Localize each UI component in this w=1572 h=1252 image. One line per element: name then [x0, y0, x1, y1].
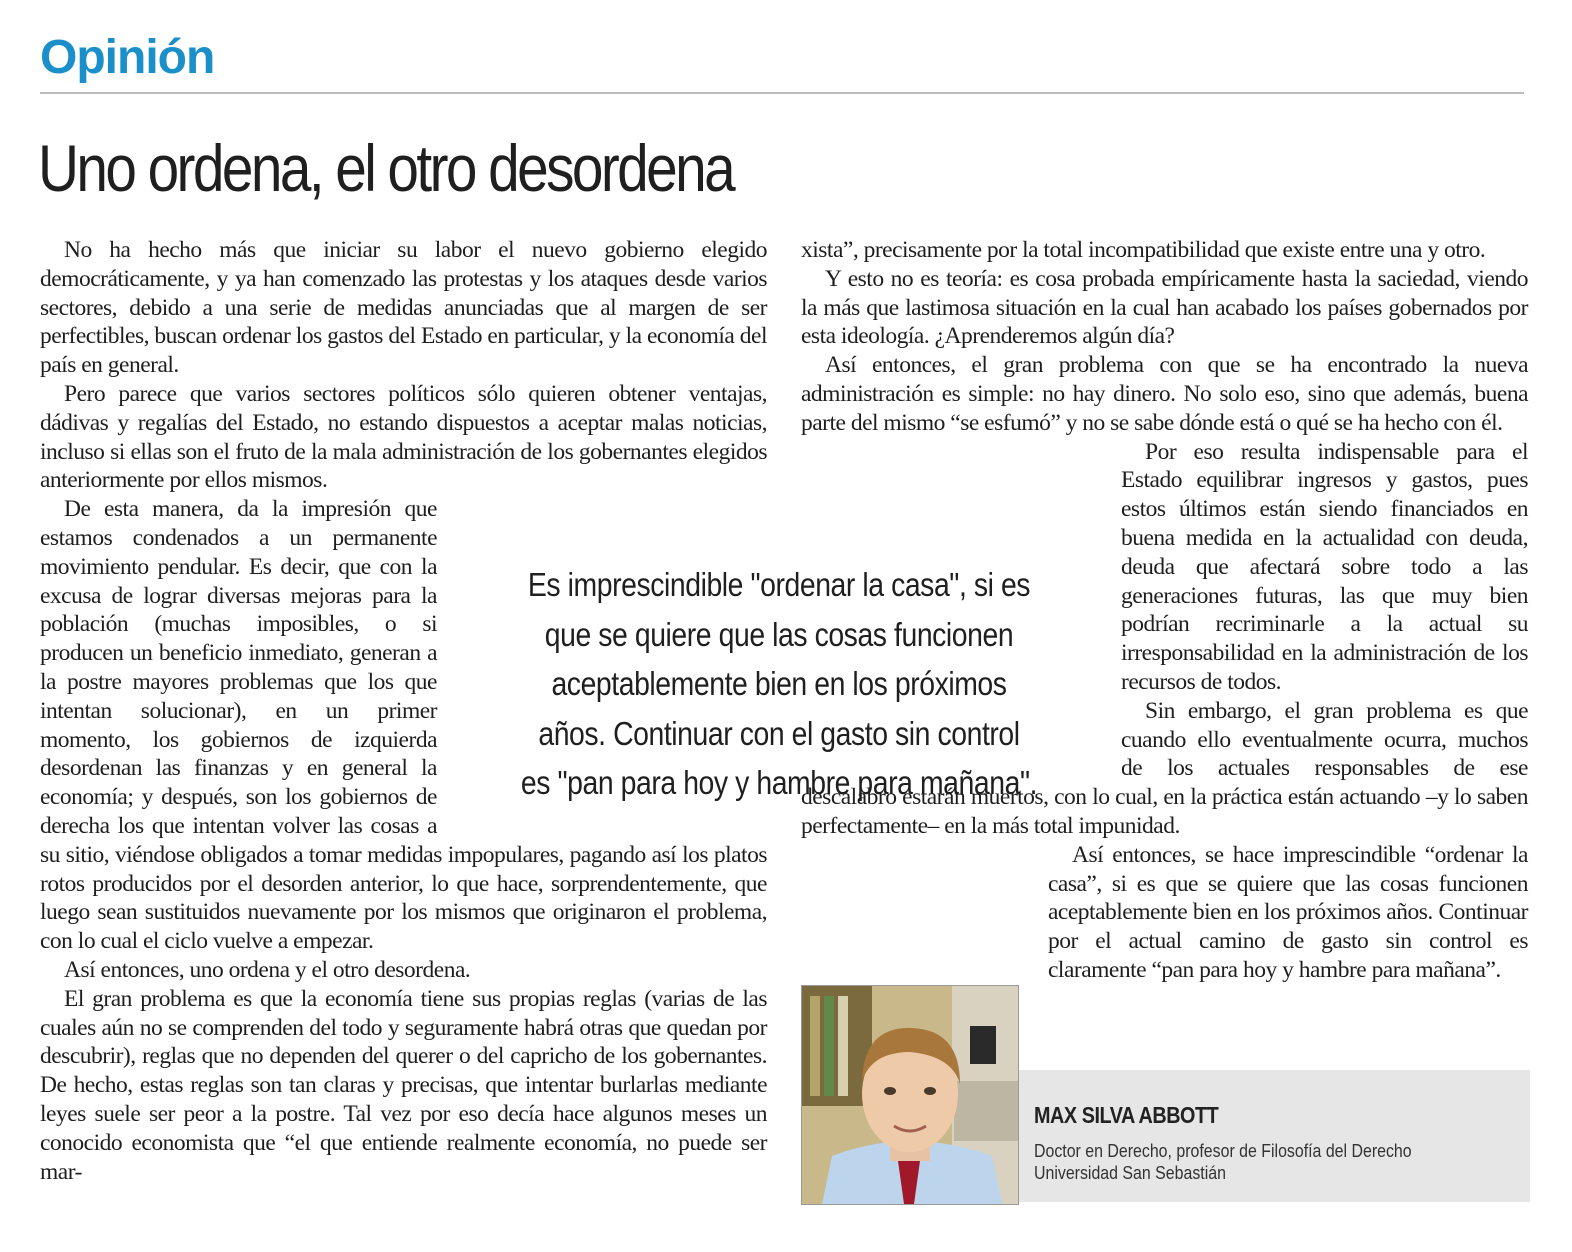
paragraph: Así entonces, el gran problema con que se ha encontrado la nueva administración es simple: no hay dinero. No solo eso, sino que además, buena parte del mismo “se esfumó” y no se sabe dónde está o qué se ha hecho con él.: [801, 352, 1528, 436]
author-portrait-image: [802, 986, 1018, 1204]
paragraph: Así entonces, uno ordena y el otro desordena.: [64, 956, 471, 983]
paragraph: De esta manera, da la impresión que estamos condenados a un permanente movimiento pendular. Es decir, que con la excusa de lograr diversas mejoras para la población (muchas imposibles, o si producen un beneficio inmediato, generan a la postre mayores problemas que los que intentan solucionar), en un primer momento, los gobiernos de izquierda desordenan las finanzas y en general la economía; y después, son los gobiernos de derecha los que intentan volver las cosas a su sitio, viéndose obligados a tomar medidas impopulares, pagando así los platos rotos producidos por el desorden anterior, lo que hace, sorprendentemente, que luego sean sustituidos nuevamente por los mismos que originaron el problema, con lo cual el ciclo vuelve a empezar.: [40, 496, 767, 955]
paragraph: xista”, precisamente por la total incompatibilidad que existe entre una y otro.: [801, 237, 1486, 263]
paragraph: No ha hecho más que iniciar su labor el nuevo gobierno elegido democráticamente, y ya han comenzado las protestas y los ataques desde varios sectores, debido a una serie de medidas anunciadas que al margen de ser perfectibles, buscan ordenar los gastos del Estado en particular, y la economía del país en general.: [40, 237, 767, 379]
paragraph: Sin embargo, el gran problema es que cuando ello eventualmente ocurra, muchos de los actuales responsables de ese descalabro estarán muertos, con lo cual, en la práctica están actuando –y lo saben perfectamente– en la más total impunidad.: [801, 697, 1528, 839]
paragraph: El gran problema es que la economía tiene sus propias reglas (varias de las cuales aún no se comprenden del todo y seguramente habrá otras que quedan por descubrir), reglas que no dependen del querer o del capricho de los gobernantes. De hecho, estas reglas son tan claras y precisas, que intentar burlarlas mediante leyes suele ser peor a la postre. Tal vez por eso decía hace algunos meses un conocido economista que “el que entiende realmente economía, no puede ser mar-: [40, 985, 767, 1185]
paragraph: Así entonces, se hace imprescindible “ordenar la casa”, si es que se quiere que las cosas funcionen aceptablemente bien en los próximos años. Continuar por el actual camino de gasto sin control es claramente “pan para hoy y hambre para mañana”.: [801, 841, 1528, 985]
author-title-line: Universidad San Sebastián: [1034, 1162, 1226, 1183]
pullquote: Es imprescindible "ordenar la casa", si es que se quiere que las cosas funcionen aceptablemente bien en los próximos años. Continuar con el gasto sin control es "pan para hoy y hambre para mañana".: [520, 566, 1038, 801]
paragraph: Y esto no es teoría: es cosa probada empíricamente hasta la saciedad, viendo la más que lastimosa situación en la cual han acabado los países gobernados por esta ideología. ¿Aprenderemos algún día?: [801, 265, 1528, 350]
author-title: [1034, 1140, 1498, 1184]
section-divider: [40, 92, 1524, 94]
article-headline: Uno ordena, el otro desordena: [38, 131, 734, 205]
section-label: Opinión: [40, 31, 215, 84]
paragraph: Pero parece que varios sectores políticos sólo quieren obtener ventajas, dádivas y regalías del Estado, no estando dispuestos a aceptar malas noticias, incluso si ellas son el fruto de la mala administración de los gobernantes elegidos anteriormente por ellos mismos.: [40, 380, 767, 494]
paragraph: Por eso resulta indispensable para el Estado equilibrar ingresos y gastos, pues estos últimos están siendo financiados en buena medida en la actualidad con deuda, deuda que afectará sobre todo a las generaciones futuras, las que muy bien podrían recriminarle a la actual su irresponsabilidad en la administración de los recursos de todos.: [801, 438, 1528, 697]
author-name: MAX SILVA ABBOTT: [1034, 1102, 1219, 1128]
author-title-line: Doctor en Derecho, profesor de Filosofía del Derecho: [1034, 1140, 1412, 1161]
author-photo: [801, 985, 1019, 1205]
